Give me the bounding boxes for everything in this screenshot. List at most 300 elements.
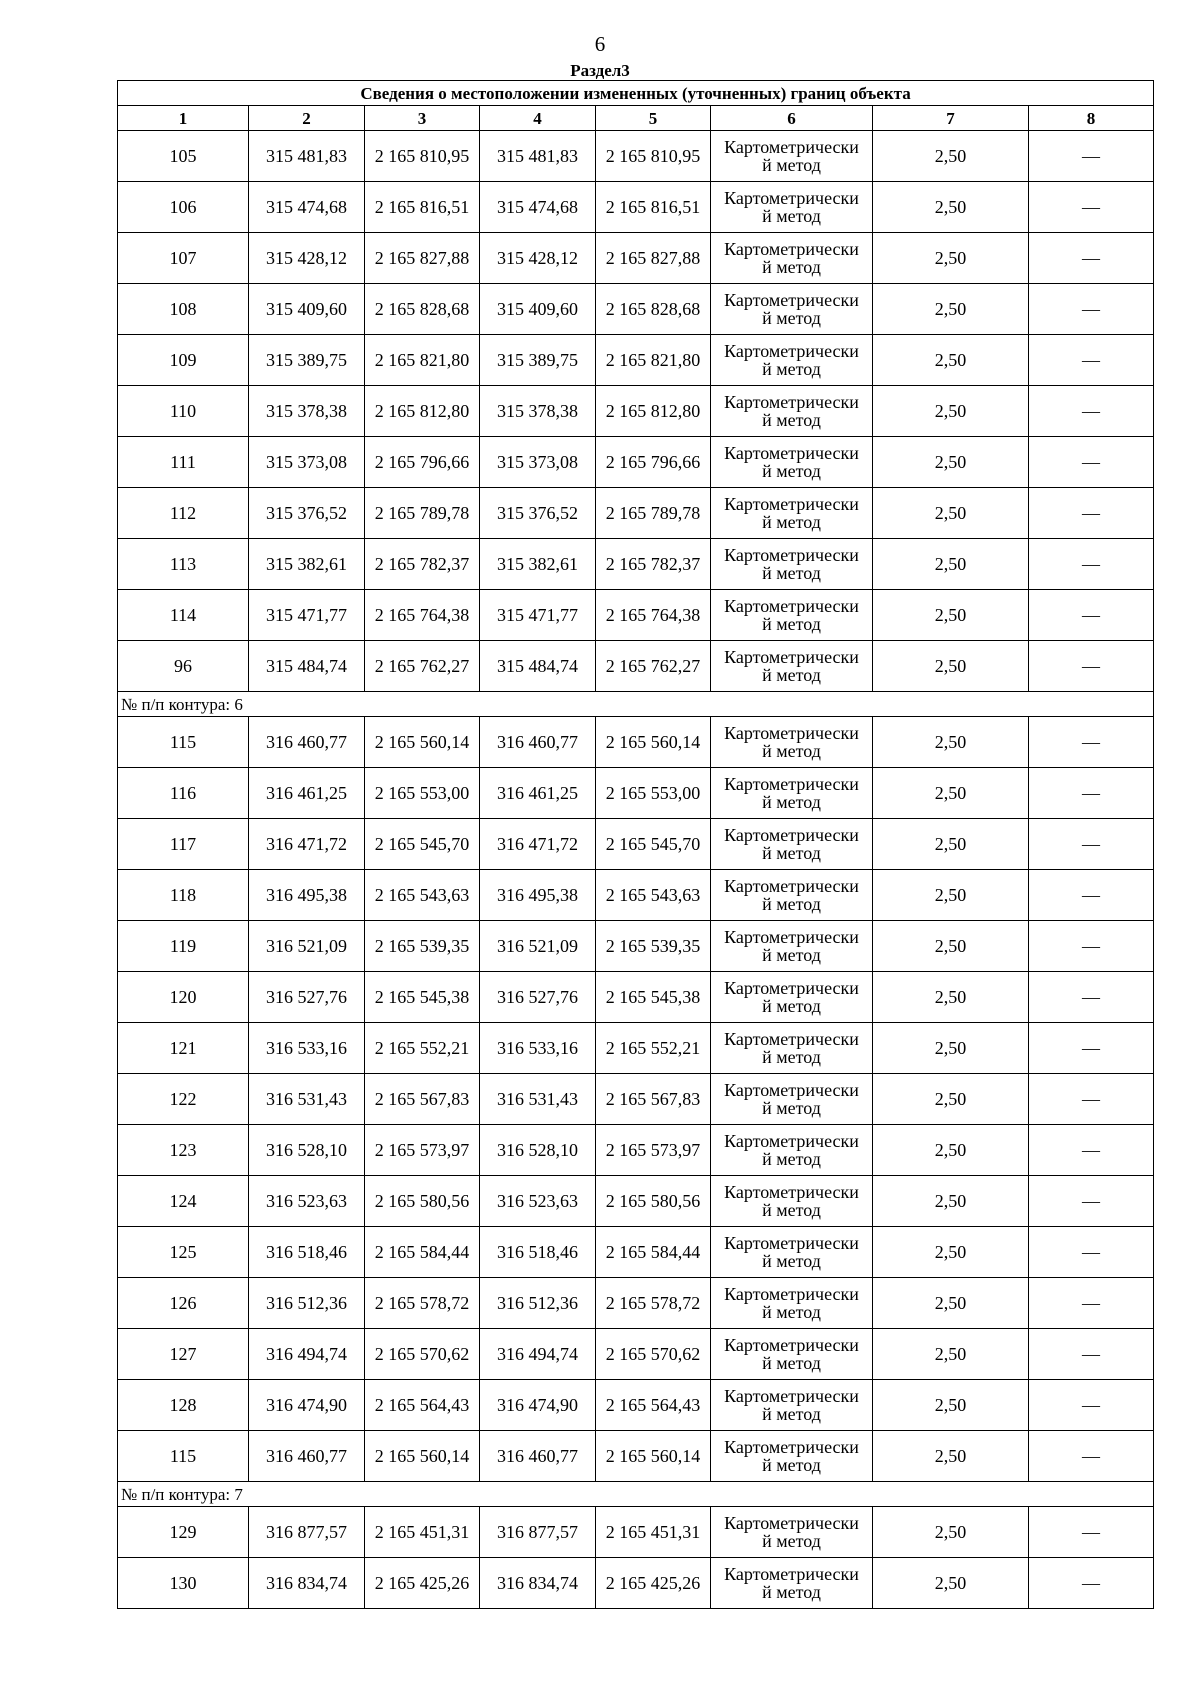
accuracy-cell: 2,50 xyxy=(873,233,1029,284)
x-coordinate-cell: 316 495,38 xyxy=(249,870,365,921)
page-number: 6 xyxy=(594,32,606,56)
y-coordinate-cell: 2 165 810,95 xyxy=(365,131,480,182)
x-coordinate-cell: 316 877,57 xyxy=(249,1507,365,1558)
x-coordinate-cell: 316 877,57 xyxy=(480,1507,596,1558)
method-cell xyxy=(711,437,873,488)
accuracy-cell: 2,50 xyxy=(873,1023,1029,1074)
point-number-cell: 108 xyxy=(118,284,249,335)
accuracy-cell: 2,50 xyxy=(873,284,1029,335)
x-coordinate-cell: 315 484,74 xyxy=(480,641,596,692)
y-coordinate-cell: 2 165 578,72 xyxy=(596,1278,711,1329)
method-cell xyxy=(711,335,873,386)
y-coordinate-cell: 2 165 543,63 xyxy=(365,870,480,921)
method-line: Картометрически xyxy=(724,239,859,259)
x-coordinate-cell: 315 428,12 xyxy=(480,233,596,284)
dash-cell: — xyxy=(1029,1507,1154,1558)
method-line: й метод xyxy=(762,1251,821,1271)
y-coordinate-cell: 2 165 584,44 xyxy=(596,1227,711,1278)
y-coordinate-cell: 2 165 564,43 xyxy=(365,1380,480,1431)
point-number-cell: 109 xyxy=(118,335,249,386)
y-coordinate-cell: 2 165 584,44 xyxy=(365,1227,480,1278)
point-number-cell: 107 xyxy=(118,233,249,284)
method-line: Картометрически xyxy=(724,290,859,310)
method-line: Картометрически xyxy=(724,1437,859,1457)
x-coordinate-cell: 315 373,08 xyxy=(480,437,596,488)
x-coordinate-cell: 315 474,68 xyxy=(480,182,596,233)
x-coordinate-cell: 316 528,10 xyxy=(480,1125,596,1176)
method-cell xyxy=(711,1278,873,1329)
method-line: й метод xyxy=(762,410,821,430)
x-coordinate-cell: 316 494,74 xyxy=(249,1329,365,1380)
point-number-cell: 119 xyxy=(118,921,249,972)
x-coordinate-cell: 316 518,46 xyxy=(249,1227,365,1278)
method-line: Картометрически xyxy=(724,978,859,998)
x-coordinate-cell: 315 474,68 xyxy=(249,182,365,233)
y-coordinate-cell: 2 165 560,14 xyxy=(596,717,711,768)
method-cell xyxy=(711,590,873,641)
dash-cell: — xyxy=(1029,131,1154,182)
accuracy-cell: 2,50 xyxy=(873,1431,1029,1482)
x-coordinate-cell: 316 527,76 xyxy=(480,972,596,1023)
y-coordinate-cell: 2 165 789,78 xyxy=(596,488,711,539)
method-line: й метод xyxy=(762,206,821,226)
method-line: Картометрически xyxy=(724,1513,859,1533)
method-cell xyxy=(711,972,873,1023)
method-line: Картометрически xyxy=(724,774,859,794)
column-number: 6 xyxy=(711,106,873,131)
dash-cell: — xyxy=(1029,1074,1154,1125)
accuracy-cell: 2,50 xyxy=(873,590,1029,641)
y-coordinate-cell: 2 165 812,80 xyxy=(365,386,480,437)
x-coordinate-cell: 316 461,25 xyxy=(480,768,596,819)
method-line: Картометрически xyxy=(724,927,859,947)
x-coordinate-cell: 316 531,43 xyxy=(249,1074,365,1125)
method-line: й метод xyxy=(762,1582,821,1602)
accuracy-cell: 2,50 xyxy=(873,1176,1029,1227)
table-row xyxy=(118,1023,1154,1074)
y-coordinate-cell: 2 165 782,37 xyxy=(596,539,711,590)
accuracy-cell: 2,50 xyxy=(873,131,1029,182)
contour-header-row xyxy=(118,1482,1154,1507)
method-line: й метод xyxy=(762,665,821,685)
accuracy-cell: 2,50 xyxy=(873,717,1029,768)
y-coordinate-cell: 2 165 570,62 xyxy=(596,1329,711,1380)
x-coordinate-cell: 316 471,72 xyxy=(480,819,596,870)
y-coordinate-cell: 2 165 828,68 xyxy=(365,284,480,335)
table-row xyxy=(118,1176,1154,1227)
method-line: й метод xyxy=(762,843,821,863)
table-row xyxy=(118,1507,1154,1558)
accuracy-cell: 2,50 xyxy=(873,386,1029,437)
x-coordinate-cell: 315 471,77 xyxy=(249,590,365,641)
accuracy-cell: 2,50 xyxy=(873,870,1029,921)
x-coordinate-cell: 315 428,12 xyxy=(249,233,365,284)
x-coordinate-cell: 316 834,74 xyxy=(249,1558,365,1609)
column-number: 3 xyxy=(365,106,480,131)
point-number-cell: 127 xyxy=(118,1329,249,1380)
method-line: Картометрически xyxy=(724,1233,859,1253)
method-cell xyxy=(711,641,873,692)
column-number: 8 xyxy=(1029,106,1154,131)
x-coordinate-cell: 315 373,08 xyxy=(249,437,365,488)
x-coordinate-cell: 316 531,43 xyxy=(480,1074,596,1125)
dash-cell: — xyxy=(1029,972,1154,1023)
accuracy-cell: 2,50 xyxy=(873,1380,1029,1431)
dash-cell: — xyxy=(1029,233,1154,284)
x-coordinate-cell: 315 376,52 xyxy=(480,488,596,539)
table-row xyxy=(118,1074,1154,1125)
accuracy-cell: 2,50 xyxy=(873,488,1029,539)
method-line: й метод xyxy=(762,1531,821,1551)
dash-cell: — xyxy=(1029,488,1154,539)
dash-cell: — xyxy=(1029,182,1154,233)
table-row xyxy=(118,1278,1154,1329)
method-line: Картометрически xyxy=(724,443,859,463)
method-line: Картометрически xyxy=(724,392,859,412)
method-cell xyxy=(711,488,873,539)
x-coordinate-cell: 315 481,83 xyxy=(480,131,596,182)
x-coordinate-cell: 316 521,09 xyxy=(249,921,365,972)
dash-cell: — xyxy=(1029,819,1154,870)
y-coordinate-cell: 2 165 539,35 xyxy=(365,921,480,972)
method-line: Картометрически xyxy=(724,1564,859,1584)
dash-cell: — xyxy=(1029,1329,1154,1380)
method-cell xyxy=(711,1023,873,1074)
contour-label: № п/п контура: 6 xyxy=(118,692,1154,717)
contour-header-row xyxy=(118,692,1154,717)
point-number-cell: 116 xyxy=(118,768,249,819)
dash-cell: — xyxy=(1029,1227,1154,1278)
method-cell xyxy=(711,386,873,437)
x-coordinate-cell: 316 461,25 xyxy=(249,768,365,819)
method-line: Картометрически xyxy=(724,825,859,845)
accuracy-cell: 2,50 xyxy=(873,819,1029,870)
accuracy-cell: 2,50 xyxy=(873,182,1029,233)
column-number: 2 xyxy=(249,106,365,131)
accuracy-cell: 2,50 xyxy=(873,768,1029,819)
method-line: Картометрически xyxy=(724,1131,859,1151)
table-row xyxy=(118,870,1154,921)
method-line: й метод xyxy=(762,1404,821,1424)
method-cell xyxy=(711,1125,873,1176)
y-coordinate-cell: 2 165 762,27 xyxy=(365,641,480,692)
y-coordinate-cell: 2 165 570,62 xyxy=(365,1329,480,1380)
y-coordinate-cell: 2 165 543,63 xyxy=(596,870,711,921)
y-coordinate-cell: 2 165 764,38 xyxy=(365,590,480,641)
column-number: 4 xyxy=(480,106,596,131)
accuracy-cell: 2,50 xyxy=(873,641,1029,692)
dash-cell: — xyxy=(1029,539,1154,590)
method-line: й метод xyxy=(762,1098,821,1118)
x-coordinate-cell: 315 389,75 xyxy=(480,335,596,386)
y-coordinate-cell: 2 165 564,43 xyxy=(596,1380,711,1431)
point-number-cell: 110 xyxy=(118,386,249,437)
y-coordinate-cell: 2 165 789,78 xyxy=(365,488,480,539)
y-coordinate-cell: 2 165 560,14 xyxy=(365,717,480,768)
x-coordinate-cell: 316 527,76 xyxy=(249,972,365,1023)
y-coordinate-cell: 2 165 545,38 xyxy=(596,972,711,1023)
y-coordinate-cell: 2 165 796,66 xyxy=(365,437,480,488)
table-row xyxy=(118,182,1154,233)
x-coordinate-cell: 315 389,75 xyxy=(249,335,365,386)
method-line: й метод xyxy=(762,1353,821,1373)
accuracy-cell: 2,50 xyxy=(873,437,1029,488)
x-coordinate-cell: 315 382,61 xyxy=(480,539,596,590)
dash-cell: — xyxy=(1029,590,1154,641)
method-cell xyxy=(711,131,873,182)
method-line: й метод xyxy=(762,1302,821,1322)
method-line: Картометрически xyxy=(724,647,859,667)
accuracy-cell: 2,50 xyxy=(873,1507,1029,1558)
point-number-cell: 122 xyxy=(118,1074,249,1125)
x-coordinate-cell: 316 460,77 xyxy=(480,717,596,768)
method-line: й метод xyxy=(762,563,821,583)
y-coordinate-cell: 2 165 451,31 xyxy=(596,1507,711,1558)
y-coordinate-cell: 2 165 580,56 xyxy=(596,1176,711,1227)
x-coordinate-cell: 316 460,77 xyxy=(480,1431,596,1482)
accuracy-cell: 2,50 xyxy=(873,1329,1029,1380)
table-row xyxy=(118,819,1154,870)
method-cell xyxy=(711,1507,873,1558)
table-row xyxy=(118,717,1154,768)
method-line: й метод xyxy=(762,257,821,277)
method-line: Картометрически xyxy=(724,494,859,514)
table-row xyxy=(118,437,1154,488)
table-row xyxy=(118,386,1154,437)
x-coordinate-cell: 316 521,09 xyxy=(480,921,596,972)
x-coordinate-cell: 316 471,72 xyxy=(249,819,365,870)
method-cell xyxy=(711,539,873,590)
point-number-cell: 121 xyxy=(118,1023,249,1074)
method-line: й метод xyxy=(762,792,821,812)
column-number: 1 xyxy=(118,106,249,131)
dash-cell: — xyxy=(1029,1125,1154,1176)
x-coordinate-cell: 316 533,16 xyxy=(480,1023,596,1074)
method-line: й метод xyxy=(762,1200,821,1220)
method-line: й метод xyxy=(762,614,821,634)
column-number: 5 xyxy=(596,106,711,131)
y-coordinate-cell: 2 165 827,88 xyxy=(365,233,480,284)
x-coordinate-cell: 316 528,10 xyxy=(249,1125,365,1176)
y-coordinate-cell: 2 165 567,83 xyxy=(365,1074,480,1125)
x-coordinate-cell: 316 533,16 xyxy=(249,1023,365,1074)
table-caption: Сведения о местоположении измененных (уточненных) границ объекта xyxy=(118,81,1154,106)
method-line: й метод xyxy=(762,1455,821,1475)
method-cell xyxy=(711,1431,873,1482)
method-line: Картометрически xyxy=(724,596,859,616)
point-number-cell: 120 xyxy=(118,972,249,1023)
x-coordinate-cell: 316 523,63 xyxy=(480,1176,596,1227)
table-row xyxy=(118,233,1154,284)
table-row xyxy=(118,590,1154,641)
method-cell xyxy=(711,819,873,870)
dash-cell: — xyxy=(1029,1380,1154,1431)
method-cell xyxy=(711,1227,873,1278)
x-coordinate-cell: 316 495,38 xyxy=(480,870,596,921)
accuracy-cell: 2,50 xyxy=(873,1074,1029,1125)
method-line: Картометрически xyxy=(724,1386,859,1406)
accuracy-cell: 2,50 xyxy=(873,1558,1029,1609)
y-coordinate-cell: 2 165 539,35 xyxy=(596,921,711,972)
table-row xyxy=(118,1431,1154,1482)
y-coordinate-cell: 2 165 545,70 xyxy=(365,819,480,870)
y-coordinate-cell: 2 165 545,70 xyxy=(596,819,711,870)
point-number-cell: 117 xyxy=(118,819,249,870)
method-cell xyxy=(711,1380,873,1431)
table-row xyxy=(118,1227,1154,1278)
point-number-cell: 96 xyxy=(118,641,249,692)
x-coordinate-cell: 316 474,90 xyxy=(249,1380,365,1431)
x-coordinate-cell: 315 378,38 xyxy=(249,386,365,437)
method-line: й метод xyxy=(762,461,821,481)
method-line: й метод xyxy=(762,945,821,965)
y-coordinate-cell: 2 165 580,56 xyxy=(365,1176,480,1227)
dash-cell: — xyxy=(1029,641,1154,692)
x-coordinate-cell: 316 518,46 xyxy=(480,1227,596,1278)
method-line: Картометрически xyxy=(724,1182,859,1202)
x-coordinate-cell: 316 834,74 xyxy=(480,1558,596,1609)
table-row xyxy=(118,1380,1154,1431)
method-line: й метод xyxy=(762,359,821,379)
method-line: й метод xyxy=(762,1149,821,1169)
x-coordinate-cell: 316 512,36 xyxy=(249,1278,365,1329)
point-number-cell: 128 xyxy=(118,1380,249,1431)
y-coordinate-cell: 2 165 553,00 xyxy=(365,768,480,819)
y-coordinate-cell: 2 165 828,68 xyxy=(596,284,711,335)
point-number-cell: 130 xyxy=(118,1558,249,1609)
table-row xyxy=(118,335,1154,386)
dash-cell: — xyxy=(1029,1023,1154,1074)
method-line: Картометрически xyxy=(724,723,859,743)
table-row xyxy=(118,1558,1154,1609)
point-number-cell: 105 xyxy=(118,131,249,182)
table-row xyxy=(118,972,1154,1023)
point-number-cell: 113 xyxy=(118,539,249,590)
point-number-cell: 106 xyxy=(118,182,249,233)
y-coordinate-cell: 2 165 816,51 xyxy=(365,182,480,233)
accuracy-cell: 2,50 xyxy=(873,1278,1029,1329)
column-number: 7 xyxy=(873,106,1029,131)
x-coordinate-cell: 316 512,36 xyxy=(480,1278,596,1329)
accuracy-cell: 2,50 xyxy=(873,1227,1029,1278)
method-cell xyxy=(711,717,873,768)
y-coordinate-cell: 2 165 545,38 xyxy=(365,972,480,1023)
y-coordinate-cell: 2 165 573,97 xyxy=(365,1125,480,1176)
y-coordinate-cell: 2 165 578,72 xyxy=(365,1278,480,1329)
point-number-cell: 125 xyxy=(118,1227,249,1278)
y-coordinate-cell: 2 165 553,00 xyxy=(596,768,711,819)
x-coordinate-cell: 316 460,77 xyxy=(249,1431,365,1482)
y-coordinate-cell: 2 165 573,97 xyxy=(596,1125,711,1176)
table-row xyxy=(118,539,1154,590)
table-row xyxy=(118,284,1154,335)
accuracy-cell: 2,50 xyxy=(873,921,1029,972)
method-cell xyxy=(711,1329,873,1380)
method-line: й метод xyxy=(762,996,821,1016)
dash-cell: — xyxy=(1029,335,1154,386)
dash-cell: — xyxy=(1029,1558,1154,1609)
accuracy-cell: 2,50 xyxy=(873,1125,1029,1176)
y-coordinate-cell: 2 165 812,80 xyxy=(596,386,711,437)
point-number-cell: 123 xyxy=(118,1125,249,1176)
method-line: й метод xyxy=(762,155,821,175)
y-coordinate-cell: 2 165 425,26 xyxy=(596,1558,711,1609)
point-number-cell: 115 xyxy=(118,1431,249,1482)
method-line: й метод xyxy=(762,308,821,328)
accuracy-cell: 2,50 xyxy=(873,539,1029,590)
method-line: Картометрически xyxy=(724,188,859,208)
x-coordinate-cell: 315 409,60 xyxy=(249,284,365,335)
x-coordinate-cell: 315 481,83 xyxy=(249,131,365,182)
x-coordinate-cell: 316 494,74 xyxy=(480,1329,596,1380)
point-number-cell: 114 xyxy=(118,590,249,641)
table-row xyxy=(118,488,1154,539)
method-cell xyxy=(711,768,873,819)
x-coordinate-cell: 315 409,60 xyxy=(480,284,596,335)
method-cell xyxy=(711,233,873,284)
method-line: Картометрически xyxy=(724,1335,859,1355)
point-number-cell: 129 xyxy=(118,1507,249,1558)
method-line: Картометрически xyxy=(724,1029,859,1049)
point-number-cell: 124 xyxy=(118,1176,249,1227)
x-coordinate-cell: 315 484,74 xyxy=(249,641,365,692)
method-cell xyxy=(711,1558,873,1609)
dash-cell: — xyxy=(1029,386,1154,437)
table-body xyxy=(118,81,1154,1609)
y-coordinate-cell: 2 165 796,66 xyxy=(596,437,711,488)
dash-cell: — xyxy=(1029,1431,1154,1482)
y-coordinate-cell: 2 165 451,31 xyxy=(365,1507,480,1558)
method-line: Картометрически xyxy=(724,876,859,896)
contour-label: № п/п контура: 7 xyxy=(118,1482,1154,1507)
x-coordinate-cell: 315 471,77 xyxy=(480,590,596,641)
x-coordinate-cell: 316 460,77 xyxy=(249,717,365,768)
boundary-coordinates-table xyxy=(117,80,1154,1609)
table-caption-row xyxy=(118,81,1154,106)
y-coordinate-cell: 2 165 821,80 xyxy=(365,335,480,386)
method-cell xyxy=(711,1074,873,1125)
dash-cell: — xyxy=(1029,768,1154,819)
method-line: й метод xyxy=(762,741,821,761)
x-coordinate-cell: 316 523,63 xyxy=(249,1176,365,1227)
accuracy-cell: 2,50 xyxy=(873,972,1029,1023)
x-coordinate-cell: 316 474,90 xyxy=(480,1380,596,1431)
y-coordinate-cell: 2 165 560,14 xyxy=(596,1431,711,1482)
x-coordinate-cell: 315 382,61 xyxy=(249,539,365,590)
y-coordinate-cell: 2 165 552,21 xyxy=(365,1023,480,1074)
table-row xyxy=(118,131,1154,182)
method-cell xyxy=(711,870,873,921)
y-coordinate-cell: 2 165 810,95 xyxy=(596,131,711,182)
point-number-cell: 111 xyxy=(118,437,249,488)
method-line: Картометрически xyxy=(724,1080,859,1100)
point-number-cell: 126 xyxy=(118,1278,249,1329)
x-coordinate-cell: 315 376,52 xyxy=(249,488,365,539)
dash-cell: — xyxy=(1029,1278,1154,1329)
method-line: Картометрически xyxy=(724,545,859,565)
method-line: Картометрически xyxy=(724,341,859,361)
y-coordinate-cell: 2 165 552,21 xyxy=(596,1023,711,1074)
method-line: Картометрически xyxy=(724,137,859,157)
table-row xyxy=(118,1125,1154,1176)
y-coordinate-cell: 2 165 782,37 xyxy=(365,539,480,590)
method-cell xyxy=(711,182,873,233)
x-coordinate-cell: 315 378,38 xyxy=(480,386,596,437)
method-cell xyxy=(711,1176,873,1227)
table-row xyxy=(118,641,1154,692)
dash-cell: — xyxy=(1029,717,1154,768)
method-line: й метод xyxy=(762,894,821,914)
